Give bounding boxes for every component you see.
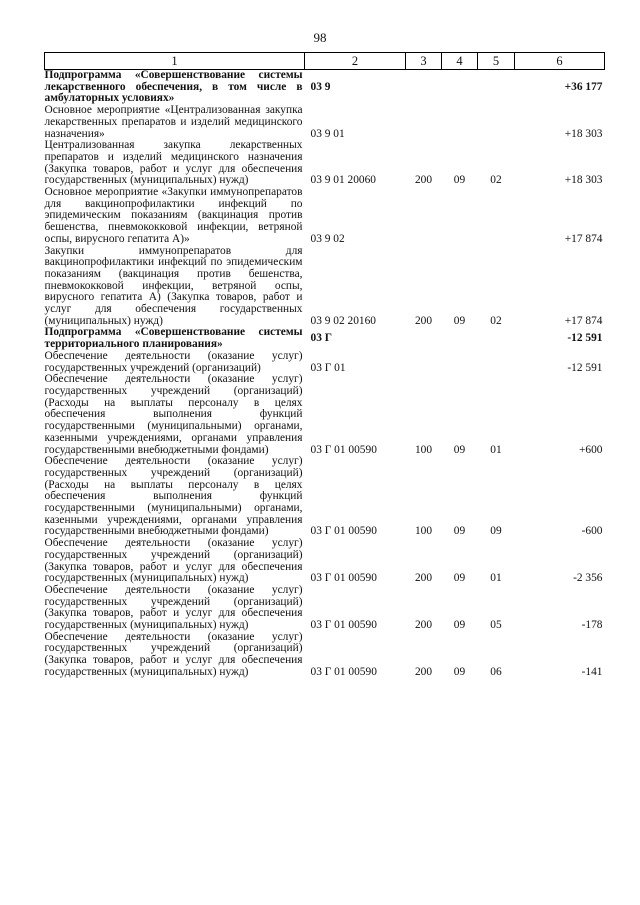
- row-amount: -12 591: [567, 332, 603, 345]
- row-section: 09: [453, 665, 466, 678]
- table-row: [45, 351, 605, 374]
- row-code: 03 Г 01 00590: [310, 525, 377, 538]
- row-code: 03 Г 01 00590: [310, 572, 377, 585]
- row-description: Закупки иммунопрепаратов для вакцинопрофилактики инфекций по эпидемическим показаниям (вакцинация против бешенства, пневмококковой инфекции, ветряной оспы, вирусного гепатита А) (Закупка товаров, работ и услуг для обеспечения государственных (муниципальных) нужд): [44, 244, 303, 327]
- row-expense-type: 100: [414, 443, 433, 456]
- row-expense-type: [406, 351, 442, 374]
- row-expense-type: 200: [414, 314, 433, 327]
- row-expense-type: 200: [414, 572, 433, 585]
- row-code: 03 9: [310, 80, 331, 93]
- row-subsection: [478, 187, 515, 246]
- row-description: Обеспечение деятельности (оказание услуг) государственных учреждений (организаций) (Закупка товаров, работ и услуг для обеспечения государственных (муниципальных) нужд): [44, 630, 303, 678]
- table-row: [45, 105, 605, 140]
- row-description: Основное мероприятие «Централизованная закупка лекарственных препаратов и изделий медицинского назначения»: [44, 104, 303, 140]
- row-expense-type: 200: [414, 174, 433, 187]
- row-description: Подпрограмма «Совершенствование системы территориального планирования»: [44, 326, 303, 351]
- table-row: [45, 632, 605, 679]
- header-col-5: 5: [478, 53, 515, 70]
- table-row: [45, 374, 605, 456]
- row-amount: -12 591: [567, 361, 603, 374]
- row-description: Обеспечение деятельности (оказание услуг) государственных учреждений (организаций) (Расходы на выплаты персоналу в целях обеспечения выполнения функций государственными (муниципальными) органами, казенными учреждениями, органами управления государственными внебюджетными фондами): [44, 455, 303, 538]
- row-expense-type: [406, 187, 442, 246]
- row-subsection: 09: [490, 525, 502, 538]
- row-subsection: 06: [490, 665, 502, 678]
- header-col-2: 2: [305, 53, 406, 70]
- row-section: 09: [453, 314, 466, 327]
- table-row: [45, 246, 605, 328]
- row-description: Обеспечение деятельности (оказание услуг) государственных учреждений (организаций) (Расходы на выплаты персоналу в целях обеспечения выполнения функций государственными (муниципальными) органами, казенными учреждениями, органами управления государственными внебюджетными фондами): [44, 373, 303, 456]
- row-subsection: 01: [490, 443, 502, 456]
- row-description: Подпрограмма «Совершенствование системы лекарственного обеспечения, в том числе в амбулаторных условиях»: [44, 69, 303, 105]
- row-section: 09: [453, 572, 466, 585]
- row-code: 03 9 02 20160: [310, 314, 376, 327]
- row-subsection: 01: [490, 572, 502, 585]
- row-description: Обеспечение деятельности (оказание услуг) государственных учреждений (организаций) (Закупка товаров, работ и услуг для обеспечения государственных (муниципальных) нужд): [44, 537, 303, 585]
- table-row: [45, 70, 605, 106]
- row-expense-type: 200: [414, 619, 433, 632]
- table-row: [45, 327, 605, 350]
- header-col-4: 4: [442, 53, 478, 70]
- row-code: 03 Г: [310, 332, 332, 345]
- row-section: 09: [453, 174, 466, 187]
- page-number: 98: [313, 30, 327, 45]
- row-section: 09: [453, 619, 466, 632]
- row-code: 03 9 02: [310, 232, 345, 245]
- row-section: 09: [453, 525, 466, 538]
- row-subsection: 05: [490, 619, 502, 632]
- row-code: 03 Г 01 00590: [310, 443, 377, 456]
- table-row: [45, 187, 605, 246]
- table-row: [45, 140, 605, 187]
- row-expense-type: 200: [414, 665, 433, 678]
- row-subsection: [478, 70, 515, 106]
- row-expense-type: [406, 327, 442, 350]
- row-description: Обеспечение деятельности (оказание услуг) государственных учреждений (организаций) (Закупка товаров, работ и услуг для обеспечения государственных (муниципальных) нужд): [44, 583, 303, 632]
- row-code: 03 Г 01: [310, 361, 346, 374]
- table-row: [45, 456, 605, 538]
- row-description: Обеспечение деятельности (оказание услуг) государственных учреждений (организаций): [44, 349, 303, 374]
- row-subsection: [478, 105, 515, 140]
- row-amount: -2 356: [573, 572, 603, 585]
- header-col-1: 1: [45, 53, 305, 70]
- row-amount: +17 874: [564, 314, 603, 327]
- row-code: 03 9 01: [310, 127, 345, 140]
- row-amount: +36 177: [564, 80, 603, 93]
- table-row: [45, 585, 605, 632]
- row-expense-type: [406, 70, 442, 106]
- row-expense-type: [406, 105, 442, 140]
- row-subsection: [478, 327, 515, 350]
- row-section: [442, 70, 478, 106]
- row-section: [442, 187, 478, 246]
- row-description: Централизованная закупка лекарственных препаратов и изделий медицинского назначения (Закупка товаров, работ и услуг для обеспечения государственных (муниципальных) нужд): [44, 139, 303, 187]
- row-subsection: 02: [490, 314, 502, 327]
- row-code: 03 Г 01 00590: [310, 619, 377, 632]
- header-col-3: 3: [406, 53, 442, 70]
- row-amount: +18 303: [564, 127, 603, 140]
- row-code: 03 Г 01 00590: [310, 665, 377, 678]
- row-code: 03 9 01 20060: [310, 174, 376, 187]
- row-section: [442, 105, 478, 140]
- row-subsection: [478, 351, 515, 374]
- row-amount: -600: [581, 525, 603, 538]
- row-section: 09: [453, 443, 466, 456]
- row-amount: -141: [581, 665, 603, 678]
- row-amount: +17 874: [564, 232, 603, 245]
- budget-table: [44, 52, 605, 679]
- row-section: [442, 351, 478, 374]
- row-amount: -178: [581, 619, 603, 632]
- header-col-6: 6: [515, 53, 605, 70]
- header-row: [45, 53, 605, 70]
- row-section: [442, 327, 478, 350]
- row-subsection: 02: [490, 174, 502, 187]
- row-amount: +600: [578, 443, 603, 456]
- row-description: Основное мероприятие «Закупки иммунопрепаратов для вакцинопрофилактики инфекций по эпидемическим показаниям (вакцинация против бешенства, пневмококковой инфекции, ветряной оспы, вирусного гепатита А)»: [44, 186, 303, 245]
- row-expense-type: 100: [414, 525, 433, 538]
- row-amount: +18 303: [564, 174, 603, 187]
- table-row: [45, 538, 605, 585]
